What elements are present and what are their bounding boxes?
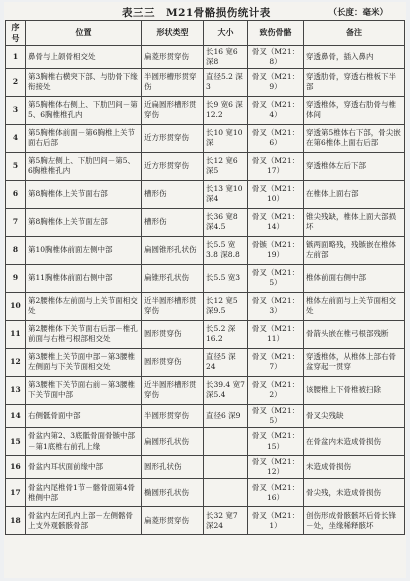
position-cell: 第11胸椎体前面右侧中部 (26, 264, 142, 292)
size-cell: 长16 宽6 深8 (204, 45, 248, 68)
row-number: 3 (6, 96, 26, 124)
row-number: 18 (6, 507, 26, 535)
shape-cell: 近半圆形槽形贯穿伤 (142, 292, 204, 320)
note-cell: 穿透椎体，从椎体上部右骨盆穿起一贯穿 (304, 348, 405, 376)
shape-cell: 圆形孔状伤 (142, 456, 204, 479)
table-row (6, 45, 405, 68)
table-row (6, 479, 405, 507)
position-cell: 第10胸椎体前面左侧中部 (26, 236, 142, 264)
position-cell: 骨盆内第2、3底骶骨面骨镞中部－第1底椎右前孔上缘 (26, 428, 142, 456)
position-cell: 第5胸左侧上、下肋凹间－第5、6胸椎椎孔内 (26, 152, 142, 180)
title-row (4, 2, 406, 20)
note-cell: 椎体左前面与上关节面相交处 (304, 292, 405, 320)
table-row (6, 96, 405, 124)
size-cell (204, 456, 248, 479)
table-row (6, 348, 405, 376)
note-cell: 穿透鼻骨，插入鼻内 (304, 45, 405, 68)
table-row (6, 236, 405, 264)
table-row (6, 264, 405, 292)
table-row (6, 152, 405, 180)
shape-cell: 近扁圆形槽形贯穿伤 (142, 96, 204, 124)
bone-cell: 骨叉（M21：9） (248, 68, 304, 96)
note-cell: 椎体前面右侧中部 (304, 264, 405, 292)
bone-cell: 骨叉（M21：8） (248, 45, 304, 68)
bone-cell: 骨叉（M21：17） (248, 152, 304, 180)
table-row (6, 404, 405, 427)
unit-note: （长度：毫米） (328, 8, 388, 18)
table-row (6, 68, 405, 96)
bone-cell: 骨叉（M21：6） (248, 124, 304, 152)
bone-cell: 骨叉（M21：5） (248, 264, 304, 292)
note-cell: 在骨盆内未造成骨损伤 (304, 428, 405, 456)
position-cell: 鼻骨与上颌骨相交处 (26, 45, 142, 68)
size-cell: 长36 宽8 深4.5 (204, 208, 248, 236)
bone-cell: 骨叉（M21：2） (248, 376, 304, 404)
header-cell: 备注 (304, 21, 405, 46)
shape-cell: 圆形贯穿伤 (142, 320, 204, 348)
row-number: 14 (6, 404, 26, 427)
position-cell: 右侧骶骨面中部 (26, 404, 142, 427)
header-cell: 形状类型 (142, 21, 204, 46)
size-cell: 长13 宽10 深4 (204, 180, 248, 208)
row-number: 17 (6, 479, 26, 507)
table-row (6, 180, 405, 208)
note-cell: 镞两面略残，残镞嵌在椎体左前部 (304, 236, 405, 264)
bone-cell: 骨叉（M21：4） (248, 96, 304, 124)
row-number: 12 (6, 348, 26, 376)
position-cell: 第8胸椎体上关节面左部 (26, 208, 142, 236)
position-cell: 第8胸椎体上关节面右部 (26, 180, 142, 208)
header-cell: 序号 (6, 21, 26, 46)
bone-cell: 骨叉（M21：12） (248, 456, 304, 479)
shape-cell: 近方形贯穿伤 (142, 124, 204, 152)
row-number: 16 (6, 456, 26, 479)
shape-cell: 扁圆锥形孔状伤 (142, 236, 204, 264)
row-number: 4 (6, 124, 26, 152)
note-cell: 未造成骨损伤 (304, 456, 405, 479)
bone-cell: 骨叉（M21：3） (248, 292, 304, 320)
bone-cell: 骨叉（M21：1） (248, 507, 304, 535)
position-cell: 第3胸椎右横突下部、与肋骨下缘衔接处 (26, 68, 142, 96)
document-page (4, 2, 406, 578)
injury-table (5, 20, 405, 535)
position-cell: 第2腰椎体左前面与上关节面相交处 (26, 292, 142, 320)
position-cell: 骨盆内左闭孔内上部－左侧髂骨上支外观骸骸骨部 (26, 507, 142, 535)
shape-cell: 近方形贯穿伤 (142, 152, 204, 180)
note-cell: 穿透肋骨，穿透右椎板下半部 (304, 68, 405, 96)
table-row (6, 124, 405, 152)
bone-cell: 骨叉（M21：5） (248, 404, 304, 427)
note-cell: 穿透椎体左后下部 (304, 152, 405, 180)
position-cell: 第5胸椎体右侧上、下肋凹间－第5、6胸椎椎孔内 (26, 96, 142, 124)
row-number: 8 (6, 236, 26, 264)
table-row (6, 292, 405, 320)
row-number: 11 (6, 320, 26, 348)
row-number: 2 (6, 68, 26, 96)
table-row (6, 456, 405, 479)
row-number: 10 (6, 292, 26, 320)
shape-cell: 圆形贯穿伤 (142, 348, 204, 376)
table-row (6, 208, 405, 236)
bone-cell: 骨叉（M21：16） (248, 479, 304, 507)
position-cell: 骨盆内耳状面前缘中部 (26, 456, 142, 479)
position-cell: 第2腰椎体下关节面右后部－椎孔前面与右椎弓根部相交处 (26, 320, 142, 348)
row-number: 6 (6, 180, 26, 208)
table-title: 表三三 M21骨骼损伤统计表 (122, 7, 271, 19)
header-cell: 位置 (26, 21, 142, 46)
note-cell: 穿透第5椎体右下部，骨尖嵌在第6椎体上面右后部 (304, 124, 405, 152)
position-cell: 第3腰椎上关节面中部－第3腰椎左侧面与下关节面相交处 (26, 348, 142, 376)
note-cell: 锥尖残缺，椎体上面大部损坏 (304, 208, 405, 236)
row-number: 7 (6, 208, 26, 236)
note-cell: 在椎体上面右部 (304, 180, 405, 208)
bone-cell: 骨叉（M21：15） (248, 428, 304, 456)
note-cell: 骨箭头嵌在椎弓根部残断 (304, 320, 405, 348)
shape-cell: 扁圆形孔状伤 (142, 428, 204, 456)
header-row (6, 21, 405, 46)
size-cell (204, 479, 248, 507)
bone-cell: 骨叉（M21：11） (248, 320, 304, 348)
position-cell: 骨盆内尾椎骨1节－髂骨面第4骨椎侧中部 (26, 479, 142, 507)
position-cell: 第3腰椎下关节面右前－第3腰椎下关节面中部 (26, 376, 142, 404)
row-number: 13 (6, 376, 26, 404)
note-cell: 创伤形成骨骸骸坏后骨长锋－处，坐缘稀释骸坏 (304, 507, 405, 535)
position-cell: 第5胸椎体前面－第6胸椎上关节面右后部 (26, 124, 142, 152)
table-row (6, 320, 405, 348)
size-cell: 长9 宽6 深12.2 (204, 96, 248, 124)
shape-cell: 半圆形槽形贯穿伤 (142, 68, 204, 96)
row-number: 1 (6, 45, 26, 68)
shape-cell: 扁菱形贯穿伤 (142, 45, 204, 68)
row-number: 15 (6, 428, 26, 456)
size-cell: 直径6 深9 (204, 404, 248, 427)
note-cell: 骨尖残，未造成骨损伤 (304, 479, 405, 507)
table-row (6, 376, 405, 404)
shape-cell: 半圆形贯穿伤 (142, 404, 204, 427)
header-cell: 大小 (204, 21, 248, 46)
shape-cell: 槽形伤 (142, 180, 204, 208)
row-number: 5 (6, 152, 26, 180)
header-cell: 致伤骨骼 (248, 21, 304, 46)
row-number: 9 (6, 264, 26, 292)
bone-cell: 骨镞（M21：19） (248, 236, 304, 264)
note-cell: 骨叉尖残缺 (304, 404, 405, 427)
table-body (6, 45, 405, 535)
shape-cell: 椭圆形孔状伤 (142, 479, 204, 507)
shape-cell: 扁锥形孔状伤 (142, 264, 204, 292)
size-cell: 长32 宽7 深24 (204, 507, 248, 535)
size-cell: 长5.5 宽3.8 深8.8 (204, 236, 248, 264)
size-cell: 长10 宽10 深 (204, 124, 248, 152)
note-cell: 该腰椎上下骨椎被扫除 (304, 376, 405, 404)
size-cell: 长12 宽6 深5 (204, 152, 248, 180)
size-cell: 长12 宽5 深9.5 (204, 292, 248, 320)
bone-cell: 骨叉（M21：10） (248, 180, 304, 208)
shape-cell: 槽形伤 (142, 208, 204, 236)
size-cell: 直径5 深24 (204, 348, 248, 376)
size-cell: 长5.2 深16.2 (204, 320, 248, 348)
table-row (6, 428, 405, 456)
shape-cell: 扁菱形贯穿伤 (142, 507, 204, 535)
size-cell: 长5.5 宽3 (204, 264, 248, 292)
note-cell: 穿透椎体，穿透右肋骨与椎体间 (304, 96, 405, 124)
table-row (6, 507, 405, 535)
size-cell: 长39.4 宽7 深5.4 (204, 376, 248, 404)
bone-cell: 骨叉（M21：14） (248, 208, 304, 236)
bone-cell: 骨叉（M21：7） (248, 348, 304, 376)
size-cell (204, 428, 248, 456)
size-cell: 直径5.2 深3 (204, 68, 248, 96)
shape-cell: 近半圆形槽形贯穿伤 (142, 376, 204, 404)
